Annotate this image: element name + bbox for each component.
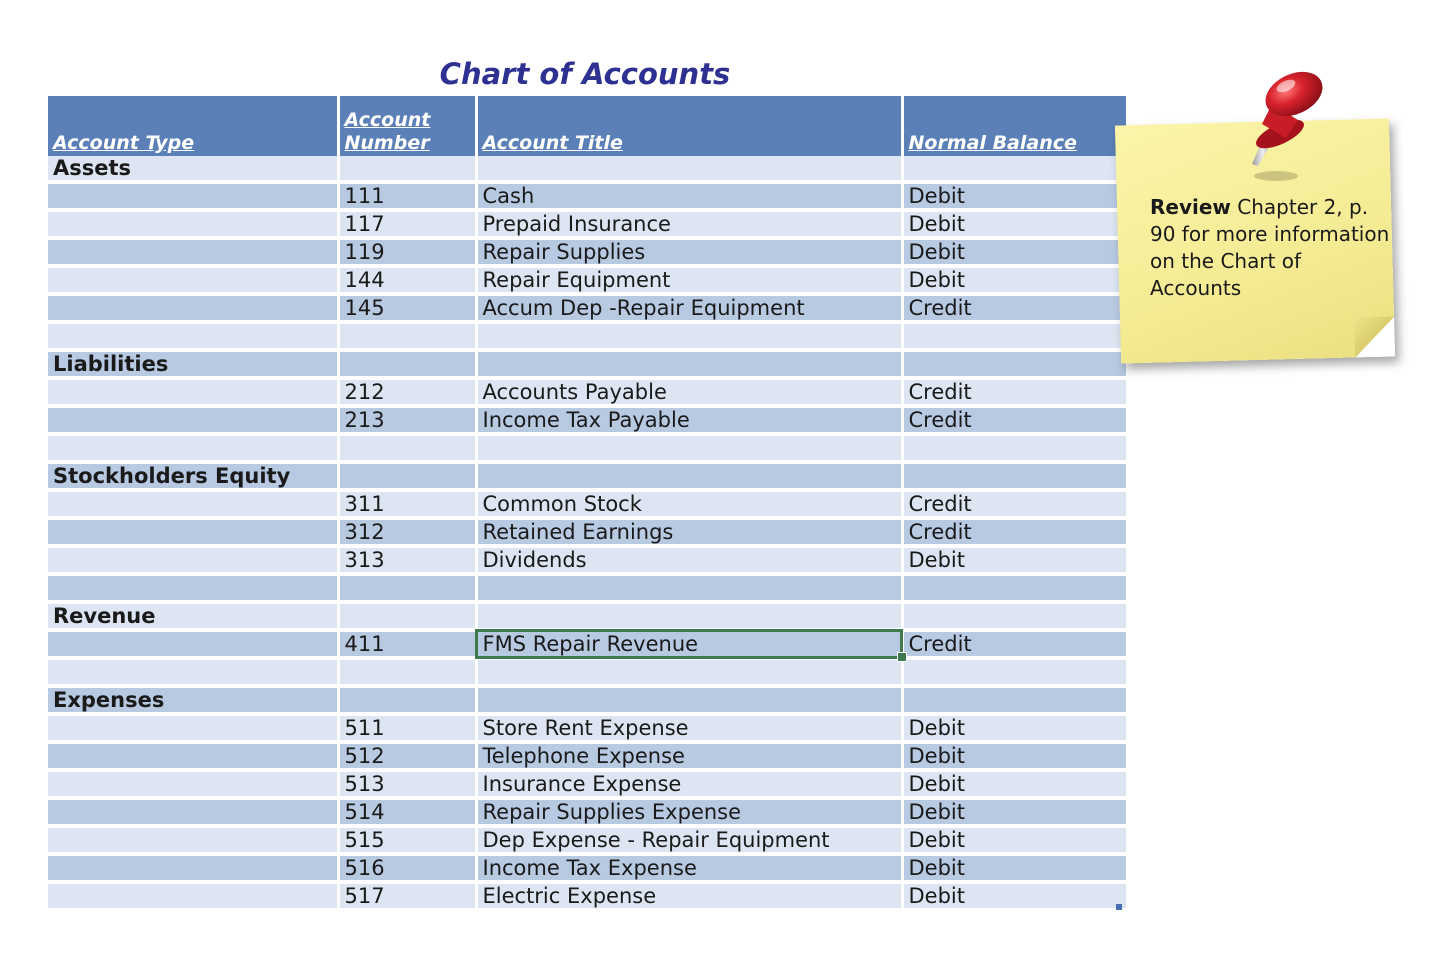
account-title-cell[interactable]: Common Stock — [476, 490, 902, 518]
table-row — [48, 854, 1126, 882]
normal-balance-cell[interactable]: Debit — [902, 714, 1126, 742]
account-title-cell[interactable]: Retained Earnings — [476, 518, 902, 546]
account-type-cell[interactable] — [48, 294, 338, 322]
table-row — [48, 210, 1126, 238]
table-row — [48, 602, 1126, 630]
table-row — [48, 238, 1126, 266]
header-account-type[interactable]: Account Type — [48, 96, 338, 156]
account-number-cell[interactable]: 514 — [338, 798, 476, 826]
table-row — [48, 574, 1126, 602]
header-account-number[interactable]: Account Number — [338, 96, 476, 156]
account-type-cell[interactable] — [48, 854, 338, 882]
account-type-cell[interactable]: Assets — [48, 156, 338, 182]
selected-cell[interactable]: FMS Repair Revenue — [476, 630, 902, 658]
account-title-cell[interactable]: Income Tax Payable — [476, 406, 902, 434]
account-type-cell[interactable] — [48, 210, 338, 238]
table-resize-handle[interactable] — [1116, 904, 1122, 910]
header-row — [48, 96, 1126, 156]
table-row — [48, 378, 1126, 406]
table-row — [48, 658, 1126, 686]
account-title-cell[interactable] — [476, 322, 902, 350]
normal-balance-cell[interactable]: Debit — [902, 182, 1126, 210]
account-title-cell[interactable]: Insurance Expense — [476, 770, 902, 798]
table-row — [48, 742, 1126, 770]
chart-of-accounts-table — [48, 96, 1126, 912]
account-title-cell[interactable]: Electric Expense — [476, 882, 902, 910]
normal-balance-cell[interactable]: Debit — [902, 210, 1126, 238]
header-normal-balance[interactable]: Normal Balance — [902, 96, 1126, 156]
account-number-cell[interactable]: 512 — [338, 742, 476, 770]
account-type-cell[interactable] — [48, 658, 338, 686]
table-row — [48, 546, 1126, 574]
account-number-cell[interactable]: 513 — [338, 770, 476, 798]
table-row — [48, 882, 1126, 910]
fill-handle[interactable] — [897, 652, 907, 662]
account-title-cell[interactable] — [476, 462, 902, 490]
account-title-cell[interactable]: Telephone Expense — [476, 742, 902, 770]
account-title-cell[interactable]: Dep Expense - Repair Equipment — [476, 826, 902, 854]
normal-balance-cell[interactable] — [902, 350, 1126, 378]
account-number-cell[interactable]: 117 — [338, 210, 476, 238]
table-row — [48, 490, 1126, 518]
account-title-cell[interactable]: Repair Supplies — [476, 238, 902, 266]
note-body: Chapter 2, p. 90 for more information on the Chart of Accounts — [1150, 195, 1390, 300]
account-title-cell[interactable] — [476, 602, 902, 630]
account-type-cell[interactable] — [48, 574, 338, 602]
normal-balance-cell[interactable]: Debit — [902, 546, 1126, 574]
account-title-cell[interactable]: Repair Supplies Expense — [476, 798, 902, 826]
account-type-cell[interactable] — [48, 546, 338, 574]
normal-balance-cell[interactable] — [902, 434, 1126, 462]
account-number-cell[interactable] — [338, 602, 476, 630]
table-row — [48, 350, 1126, 378]
account-number-cell[interactable]: 511 — [338, 714, 476, 742]
account-title-cell[interactable] — [476, 686, 902, 714]
table-row — [48, 156, 1126, 182]
account-number-cell[interactable] — [338, 156, 476, 182]
normal-balance-cell[interactable]: Debit — [902, 770, 1126, 798]
normal-balance-cell[interactable]: Debit — [902, 266, 1126, 294]
account-number-cell[interactable] — [338, 658, 476, 686]
account-number-cell[interactable]: 516 — [338, 854, 476, 882]
table-row — [48, 294, 1126, 322]
table-row — [48, 798, 1126, 826]
table-row — [48, 182, 1126, 210]
normal-balance-cell[interactable]: Debit — [902, 854, 1126, 882]
account-number-cell[interactable]: 111 — [338, 182, 476, 210]
table-row — [48, 462, 1126, 490]
account-type-cell[interactable] — [48, 434, 338, 462]
normal-balance-cell[interactable] — [902, 686, 1126, 714]
account-number-cell[interactable]: 311 — [338, 490, 476, 518]
table-row — [48, 266, 1126, 294]
account-number-cell[interactable]: 312 — [338, 518, 476, 546]
account-type-cell[interactable] — [48, 490, 338, 518]
account-title-cell[interactable] — [476, 574, 902, 602]
note-page-curl — [1354, 316, 1395, 357]
table-row — [48, 518, 1126, 546]
normal-balance-cell[interactable]: Credit — [902, 630, 1126, 658]
account-type-cell[interactable] — [48, 882, 338, 910]
account-type-cell[interactable]: Revenue — [48, 602, 338, 630]
account-type-cell[interactable] — [48, 238, 338, 266]
account-title-cell[interactable] — [476, 658, 902, 686]
account-title-cell[interactable] — [476, 350, 902, 378]
table-row — [48, 686, 1126, 714]
normal-balance-cell[interactable] — [902, 658, 1126, 686]
table-row — [48, 714, 1126, 742]
sticky-note-text — [1150, 194, 1390, 302]
account-title-cell[interactable]: Accum Dep -Repair Equipment — [476, 294, 902, 322]
account-number-cell[interactable]: 119 — [338, 238, 476, 266]
normal-balance-cell[interactable]: Credit — [902, 518, 1126, 546]
account-number-cell[interactable] — [338, 686, 476, 714]
account-title-cell[interactable] — [476, 434, 902, 462]
account-number-cell[interactable]: 313 — [338, 546, 476, 574]
normal-balance-cell[interactable] — [902, 156, 1126, 182]
account-title-cell[interactable]: Cash — [476, 182, 902, 210]
account-title-cell[interactable]: Income Tax Expense — [476, 854, 902, 882]
account-type-cell[interactable]: Expenses — [48, 686, 338, 714]
account-type-cell[interactable] — [48, 742, 338, 770]
normal-balance-cell[interactable] — [902, 602, 1126, 630]
account-type-cell[interactable] — [48, 798, 338, 826]
header-account-title[interactable]: Account Title — [476, 96, 902, 156]
account-number-cell[interactable] — [338, 350, 476, 378]
normal-balance-cell[interactable]: Debit — [902, 742, 1126, 770]
account-number-cell[interactable]: 212 — [338, 378, 476, 406]
account-type-cell[interactable] — [48, 518, 338, 546]
account-type-cell[interactable]: Liabilities — [48, 350, 338, 378]
normal-balance-cell[interactable] — [902, 574, 1126, 602]
account-number-cell[interactable]: 213 — [338, 406, 476, 434]
note-bold-word: Review — [1150, 195, 1231, 219]
table-row — [48, 434, 1126, 462]
table-row — [48, 630, 1126, 658]
account-title-cell[interactable] — [476, 156, 902, 182]
account-type-cell[interactable] — [48, 322, 338, 350]
account-title-cell[interactable]: Dividends — [476, 546, 902, 574]
normal-balance-cell[interactable]: Credit — [902, 490, 1126, 518]
account-number-cell[interactable]: 144 — [338, 266, 476, 294]
account-title-cell[interactable]: Accounts Payable — [476, 378, 902, 406]
account-number-cell[interactable] — [338, 322, 476, 350]
account-type-cell[interactable] — [48, 182, 338, 210]
normal-balance-cell[interactable] — [902, 322, 1126, 350]
account-title-cell[interactable]: Repair Equipment — [476, 266, 902, 294]
account-number-cell[interactable]: 517 — [338, 882, 476, 910]
table-row — [48, 770, 1126, 798]
normal-balance-cell[interactable]: Debit — [902, 238, 1126, 266]
table-row — [48, 406, 1126, 434]
account-number-cell[interactable]: 515 — [338, 826, 476, 854]
table-row — [48, 826, 1126, 854]
account-type-cell[interactable] — [48, 826, 338, 854]
account-type-cell[interactable] — [48, 378, 338, 406]
account-number-cell[interactable]: 411 — [338, 630, 476, 658]
account-number-cell[interactable]: 145 — [338, 294, 476, 322]
account-type-cell[interactable] — [48, 266, 338, 294]
pushpin-icon — [1228, 64, 1338, 184]
page-title: Chart of Accounts — [439, 57, 731, 91]
normal-balance-cell[interactable]: Debit — [902, 826, 1126, 854]
account-type-cell[interactable] — [48, 630, 338, 658]
account-title-cell[interactable]: Store Rent Expense — [476, 714, 902, 742]
account-type-cell[interactable] — [48, 406, 338, 434]
normal-balance-cell[interactable]: Debit — [902, 798, 1126, 826]
account-title-cell[interactable]: Prepaid Insurance — [476, 210, 902, 238]
normal-balance-cell[interactable]: Debit — [902, 882, 1126, 910]
normal-balance-cell[interactable]: Credit — [902, 294, 1126, 322]
account-type-cell[interactable] — [48, 770, 338, 798]
account-number-cell[interactable] — [338, 574, 476, 602]
account-type-cell[interactable] — [48, 714, 338, 742]
account-type-cell[interactable]: Stockholders Equity — [48, 462, 338, 490]
account-number-cell[interactable] — [338, 434, 476, 462]
normal-balance-cell[interactable]: Credit — [902, 378, 1126, 406]
account-number-cell[interactable] — [338, 462, 476, 490]
normal-balance-cell[interactable] — [902, 462, 1126, 490]
normal-balance-cell[interactable]: Credit — [902, 406, 1126, 434]
table-row — [48, 322, 1126, 350]
